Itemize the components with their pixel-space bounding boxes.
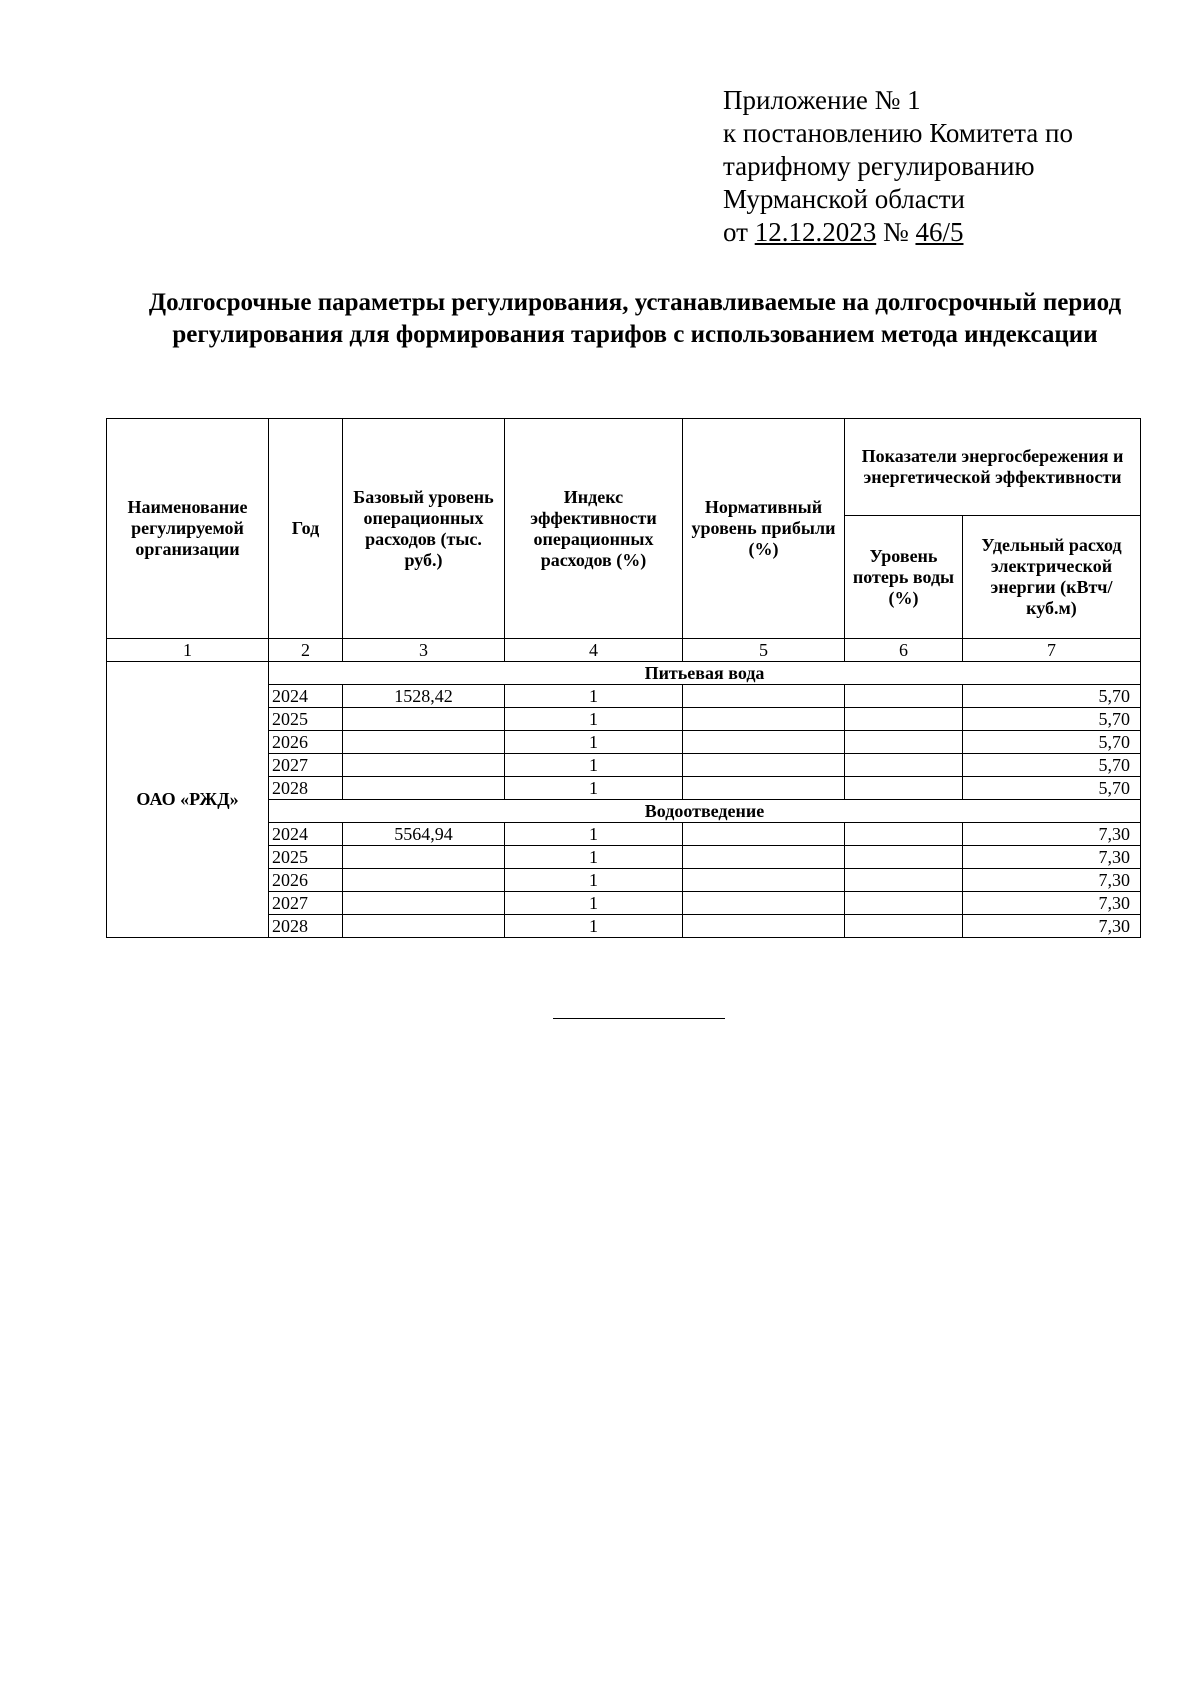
cell-losses <box>845 915 963 938</box>
cell-specific: 5,70 <box>963 777 1141 800</box>
cell-losses <box>845 754 963 777</box>
cell-index: 1 <box>505 731 683 754</box>
date-prefix: от <box>723 217 755 247</box>
cell-losses <box>845 708 963 731</box>
decree-date: 12.12.2023 <box>754 217 877 247</box>
closing-rule <box>553 1018 725 1019</box>
cell-year: 2024 <box>269 823 343 846</box>
cell-profit <box>683 708 845 731</box>
header-org: Наименование регулируемой организации <box>107 419 269 639</box>
cell-base <box>343 708 505 731</box>
cell-profit <box>683 846 845 869</box>
cell-specific: 5,70 <box>963 685 1141 708</box>
column-numbers-row <box>107 639 1141 662</box>
header-energy-group: Показатели энергосбережения и энергетической эффективности <box>845 419 1141 516</box>
cell-base <box>343 731 505 754</box>
appendix-date-line <box>723 216 1073 249</box>
appendix-line: к постановлению Комитета по <box>723 118 1073 148</box>
column-number: 2 <box>269 639 343 662</box>
section-row <box>107 662 1141 685</box>
parameters-table <box>106 418 1141 938</box>
organization-name: ОАО «РЖД» <box>107 662 269 938</box>
cell-base <box>343 754 505 777</box>
section-title: Водоотведение <box>269 800 1141 823</box>
cell-index: 1 <box>505 915 683 938</box>
column-number: 1 <box>107 639 269 662</box>
cell-specific: 5,70 <box>963 731 1141 754</box>
cell-base <box>343 846 505 869</box>
decree-number: 46/5 <box>915 217 964 247</box>
cell-year: 2026 <box>269 731 343 754</box>
cell-losses <box>845 823 963 846</box>
cell-year: 2024 <box>269 685 343 708</box>
cell-base <box>343 869 505 892</box>
cell-losses <box>845 685 963 708</box>
header-base: Базовый уровень операционных расходов (тыс. руб.) <box>343 419 505 639</box>
cell-losses <box>845 892 963 915</box>
appendix-line: Мурманской области <box>723 184 965 214</box>
cell-base <box>343 915 505 938</box>
cell-index: 1 <box>505 869 683 892</box>
header-specific: Удельный расход электрической энергии (кВтч/куб.м) <box>963 516 1141 639</box>
cell-base <box>343 892 505 915</box>
cell-profit <box>683 869 845 892</box>
cell-index: 1 <box>505 685 683 708</box>
number-prefix: № <box>876 217 916 247</box>
section-title: Питьевая вода <box>269 662 1141 685</box>
cell-profit <box>683 892 845 915</box>
cell-index: 1 <box>505 846 683 869</box>
cell-base <box>343 777 505 800</box>
header-index: Индекс эффективности операционных расходов (%) <box>505 419 683 639</box>
cell-profit <box>683 731 845 754</box>
cell-losses <box>845 777 963 800</box>
cell-specific: 7,30 <box>963 823 1141 846</box>
cell-year: 2027 <box>269 754 343 777</box>
cell-index: 1 <box>505 823 683 846</box>
table-body <box>107 639 1141 938</box>
cell-losses <box>845 731 963 754</box>
cell-year: 2027 <box>269 892 343 915</box>
appendix-block <box>723 84 1073 249</box>
header-year: Год <box>269 419 343 639</box>
document-title: Долгосрочные параметры регулирования, устанавливаемые на долгосрочный период регулирования для формирования тарифов с использованием метода индексации <box>148 289 1122 348</box>
cell-base: 1528,42 <box>343 685 505 708</box>
cell-specific: 5,70 <box>963 754 1141 777</box>
column-number: 5 <box>683 639 845 662</box>
cell-profit <box>683 915 845 938</box>
header-losses: Уровень потерь воды (%) <box>845 516 963 639</box>
cell-year: 2025 <box>269 846 343 869</box>
cell-losses <box>845 846 963 869</box>
cell-index: 1 <box>505 754 683 777</box>
cell-profit <box>683 823 845 846</box>
cell-losses <box>845 869 963 892</box>
column-number: 7 <box>963 639 1141 662</box>
cell-profit <box>683 777 845 800</box>
cell-year: 2025 <box>269 708 343 731</box>
appendix-line: тарифному регулированию <box>723 151 1035 181</box>
cell-base: 5564,94 <box>343 823 505 846</box>
cell-year: 2028 <box>269 777 343 800</box>
cell-year: 2028 <box>269 915 343 938</box>
cell-specific: 5,70 <box>963 708 1141 731</box>
cell-index: 1 <box>505 777 683 800</box>
cell-specific: 7,30 <box>963 846 1141 869</box>
cell-specific: 7,30 <box>963 892 1141 915</box>
cell-profit <box>683 685 845 708</box>
header-profit: Нормативный уровень прибыли (%) <box>683 419 845 639</box>
cell-index: 1 <box>505 892 683 915</box>
cell-year: 2026 <box>269 869 343 892</box>
cell-index: 1 <box>505 708 683 731</box>
column-number: 3 <box>343 639 505 662</box>
cell-specific: 7,30 <box>963 869 1141 892</box>
column-number: 4 <box>505 639 683 662</box>
cell-specific: 7,30 <box>963 915 1141 938</box>
cell-profit <box>683 754 845 777</box>
appendix-line: Приложение № 1 <box>723 85 921 115</box>
column-number: 6 <box>845 639 963 662</box>
